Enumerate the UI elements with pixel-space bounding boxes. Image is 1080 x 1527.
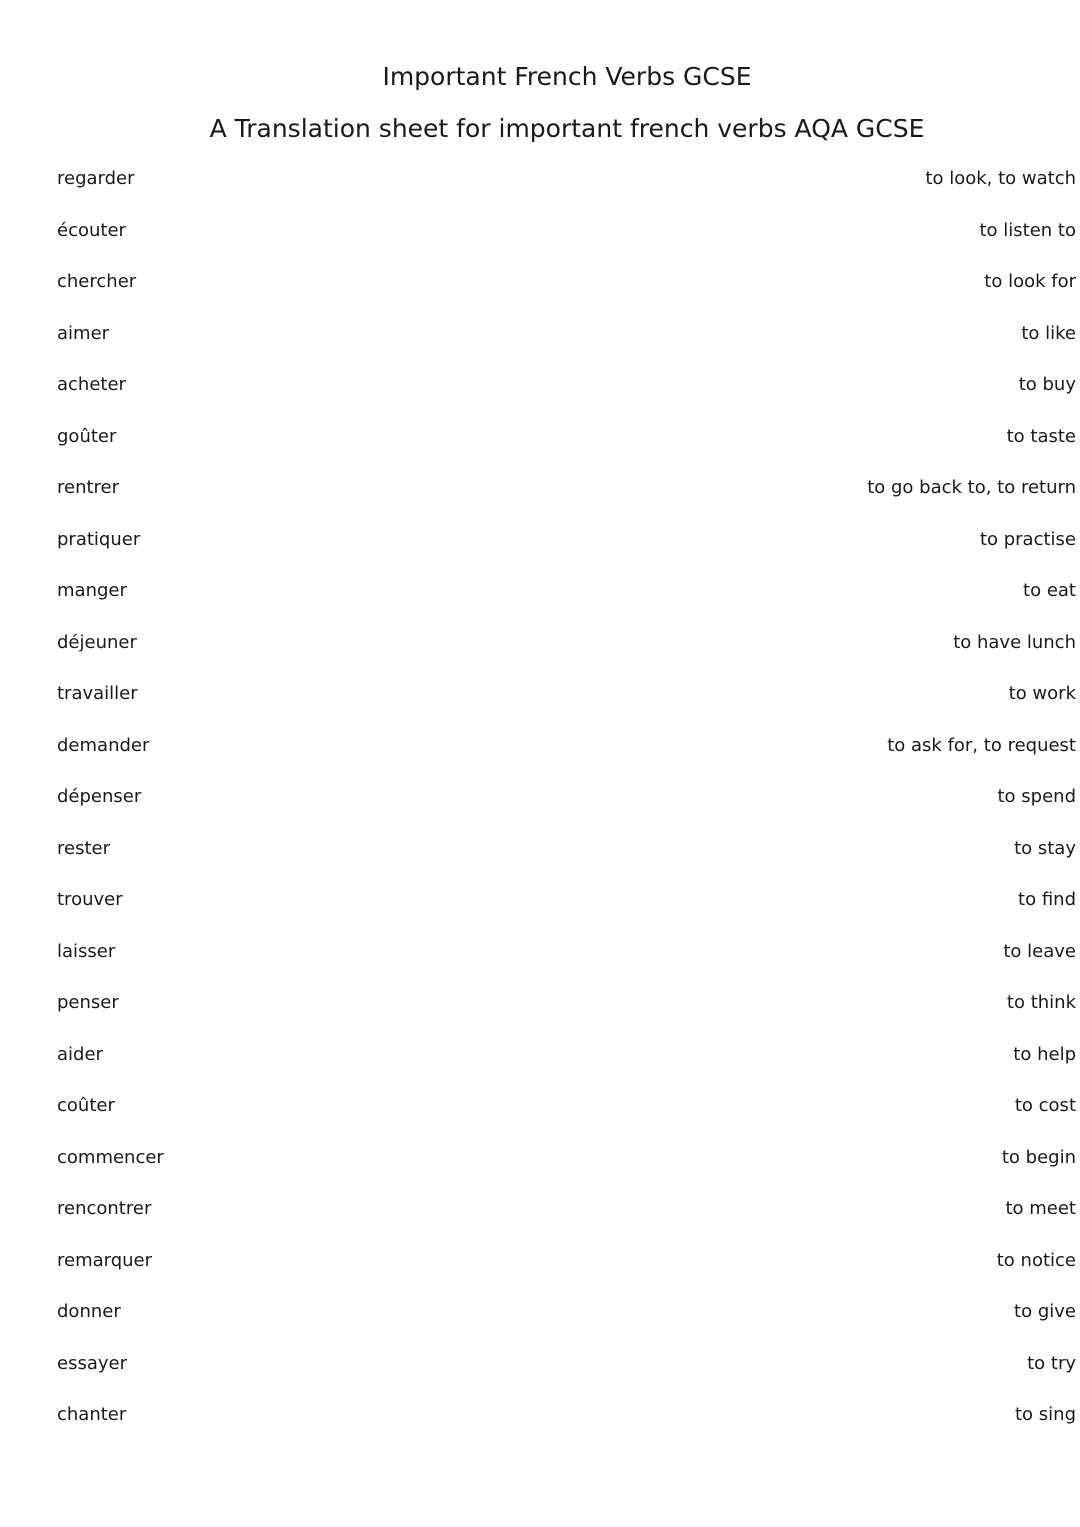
french-verb: déjeuner	[57, 631, 137, 653]
english-translation: to spend	[997, 786, 1076, 807]
english-translation: to eat	[1023, 580, 1076, 601]
english-translation: to buy	[1018, 374, 1076, 395]
english-translation: to begin	[1001, 1146, 1076, 1168]
french-verb: donner	[57, 1301, 121, 1322]
page-subtitle: A Translation sheet for important french verbs AQA GCSE	[209, 114, 925, 143]
french-verb: trouver	[57, 889, 123, 910]
english-translation: to find	[1018, 889, 1076, 910]
french-verb: travailler	[57, 683, 138, 704]
french-verb: pratiquer	[57, 528, 141, 550]
french-verb: écouter	[57, 219, 126, 241]
french-verb: laisser	[57, 940, 116, 962]
verb-row	[57, 477, 1076, 529]
french-verb: regarder	[57, 168, 135, 189]
english-translation: to work	[1008, 683, 1076, 704]
verb-row	[57, 580, 1076, 632]
verb-row	[57, 529, 1076, 581]
french-verb: acheter	[57, 374, 126, 395]
english-translation: to meet	[1005, 1198, 1076, 1219]
verb-list	[57, 168, 1076, 1456]
english-translation: to ask for, to request	[887, 734, 1076, 756]
verb-row	[57, 168, 1076, 220]
verb-row	[57, 632, 1076, 684]
french-verb: coûter	[57, 1095, 115, 1116]
english-translation: to stay	[1014, 837, 1076, 859]
english-translation: to try	[1027, 1352, 1076, 1374]
verb-row	[57, 1404, 1076, 1456]
english-translation: to notice	[996, 1249, 1076, 1271]
english-translation: to listen to	[979, 219, 1076, 241]
english-translation: to look for	[984, 271, 1076, 292]
english-translation: to cost	[1014, 1095, 1076, 1116]
verb-row	[57, 1044, 1076, 1096]
french-verb: rester	[57, 837, 110, 859]
english-translation: to sing	[1014, 1404, 1076, 1425]
french-verb: chanter	[57, 1404, 127, 1425]
french-verb: goûter	[57, 425, 117, 447]
french-verb: demander	[57, 734, 150, 756]
french-verb: remarquer	[57, 1249, 153, 1271]
verb-row	[57, 735, 1076, 787]
verb-row	[57, 1353, 1076, 1405]
verb-row	[57, 1147, 1076, 1199]
french-verb: essayer	[57, 1352, 127, 1374]
verb-row	[57, 1095, 1076, 1147]
verb-row	[57, 1250, 1076, 1302]
page-title: Important French Verbs GCSE	[382, 62, 752, 91]
french-verb: rencontrer	[57, 1198, 152, 1219]
verb-row	[57, 889, 1076, 941]
verb-row	[57, 992, 1076, 1044]
french-verb: commencer	[57, 1146, 164, 1168]
french-verb: aider	[57, 1043, 103, 1065]
english-translation: to help	[1013, 1043, 1076, 1065]
verb-row	[57, 1301, 1076, 1353]
english-translation: to think	[1006, 992, 1076, 1013]
verb-row	[57, 426, 1076, 478]
french-verb: aimer	[57, 322, 110, 344]
english-translation: to like	[1021, 322, 1076, 344]
english-translation: to practise	[979, 528, 1076, 550]
french-verb: penser	[57, 992, 119, 1013]
english-translation: to have lunch	[953, 631, 1076, 653]
english-translation: to taste	[1006, 425, 1076, 447]
verb-row	[57, 941, 1076, 993]
verb-row	[57, 683, 1076, 735]
verb-row	[57, 323, 1076, 375]
verb-row	[57, 786, 1076, 838]
verb-row	[57, 271, 1076, 323]
french-verb: chercher	[57, 271, 137, 292]
french-verb: manger	[57, 580, 127, 601]
english-translation: to leave	[1003, 940, 1076, 962]
verb-row	[57, 838, 1076, 890]
verb-row	[57, 1198, 1076, 1250]
english-translation: to look, to watch	[925, 168, 1076, 189]
verb-row	[57, 220, 1076, 272]
french-verb: dépenser	[57, 786, 142, 807]
verb-row	[57, 374, 1076, 426]
english-translation: to go back to, to return	[867, 477, 1076, 498]
english-translation: to give	[1014, 1301, 1076, 1322]
french-verb: rentrer	[57, 477, 120, 498]
